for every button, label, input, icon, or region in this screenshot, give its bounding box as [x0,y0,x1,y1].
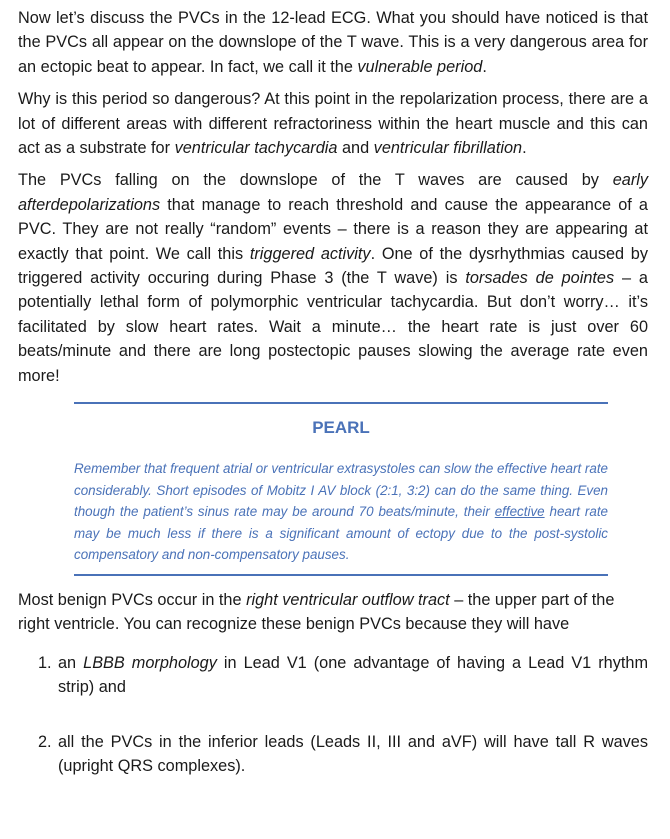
text-run: The PVCs falling on the downslope of the T waves are caused by [18,171,613,190]
text-run: – a potentially lethal form of polymorphic ventricular tachycardia. But don’t worry… it’s facilitated by slow heart rates. Wait a minute… the heart rate is just over 60 beats/minute and there are long postectopic pauses slowing the average rate even more! [18,269,648,385]
document-page [18,6,648,779]
emphasis-term: ventricular tachycardia [174,139,338,158]
list-item [38,730,648,779]
text-run: . One of the dysrhythmias caused by triggered activity occuring during Phase 3 (the T wave) is [18,244,648,288]
text-run: in Lead V1 (one advantage of having a Lead V1 rhythm strip) and [58,653,649,697]
paragraph-benign-pvcs [18,588,648,637]
text-run: Now let’s discuss the PVCs in the 12-lead ECG. What you should have noticed is that the PVCs all appear on the downslope of the T wave. This is a very dangerous area for an ectopic beat to appear. In fact, we call it the [18,9,648,76]
text-run: an [58,653,84,672]
text-run: . [482,57,487,76]
text-run: heart rate may be much less if there is a significant amount of ectopy due to the post-systolic compensatory and non-compensatory pauses. [74,504,608,563]
emphasis-term: right ventricular outflow tract [246,591,450,610]
text-run: all the PVCs in the inferior leads (Leads II, III and aVF) will have tall R waves (upright QRS complexes). [58,732,648,776]
text-run: Most benign PVCs occur in the [18,591,247,610]
text-run: – the upper part of the right ventricle. You can recognize these benign PVCs because they will have [18,591,615,634]
text-run: that manage to reach threshold and cause the appearance of a PVC. They are not really “random” events – there is a reason they are appearing at exactly that point. We call this [18,195,648,263]
list-number: 1. [38,653,52,672]
criteria-list [18,651,648,779]
emphasis-term: torsades de pointes [465,269,615,288]
paragraph-vulnerable-period [18,6,648,79]
pearl-title: PEARL [312,418,370,438]
list-item [38,651,648,700]
text-run: . [522,139,527,158]
emphasis-term: LBBB morphology [83,653,217,672]
pearl-box [74,402,608,576]
emphasis-term: triggered activity [249,244,371,263]
text-run: and [337,139,374,158]
emphasis-term: ventricular fibrillation [373,139,523,158]
pearl-text [74,458,608,566]
emphasis-term: vulnerable period [357,57,483,76]
emphasis-term: early afterdepolarizations [18,171,648,214]
paragraph-triggered-activity [18,168,648,388]
text-run: Why is this period so dangerous? At this point in the repolarization process, there are a lot of different areas with different refractoriness within the heart muscle and this can act as a substrate for [18,90,648,158]
list-number: 2. [38,732,52,751]
paragraph-why-dangerous [18,87,648,160]
underlined-term: effective [494,504,545,520]
text-run: Remember that frequent atrial or ventricular extrasystoles can slow the effective heart rate considerably. Short episodes of Mobitz I AV block (2:1, 3:2) can do the same thing. Even though the patient’s sinus rate may be around 70 beats/minute, their [74,461,608,520]
